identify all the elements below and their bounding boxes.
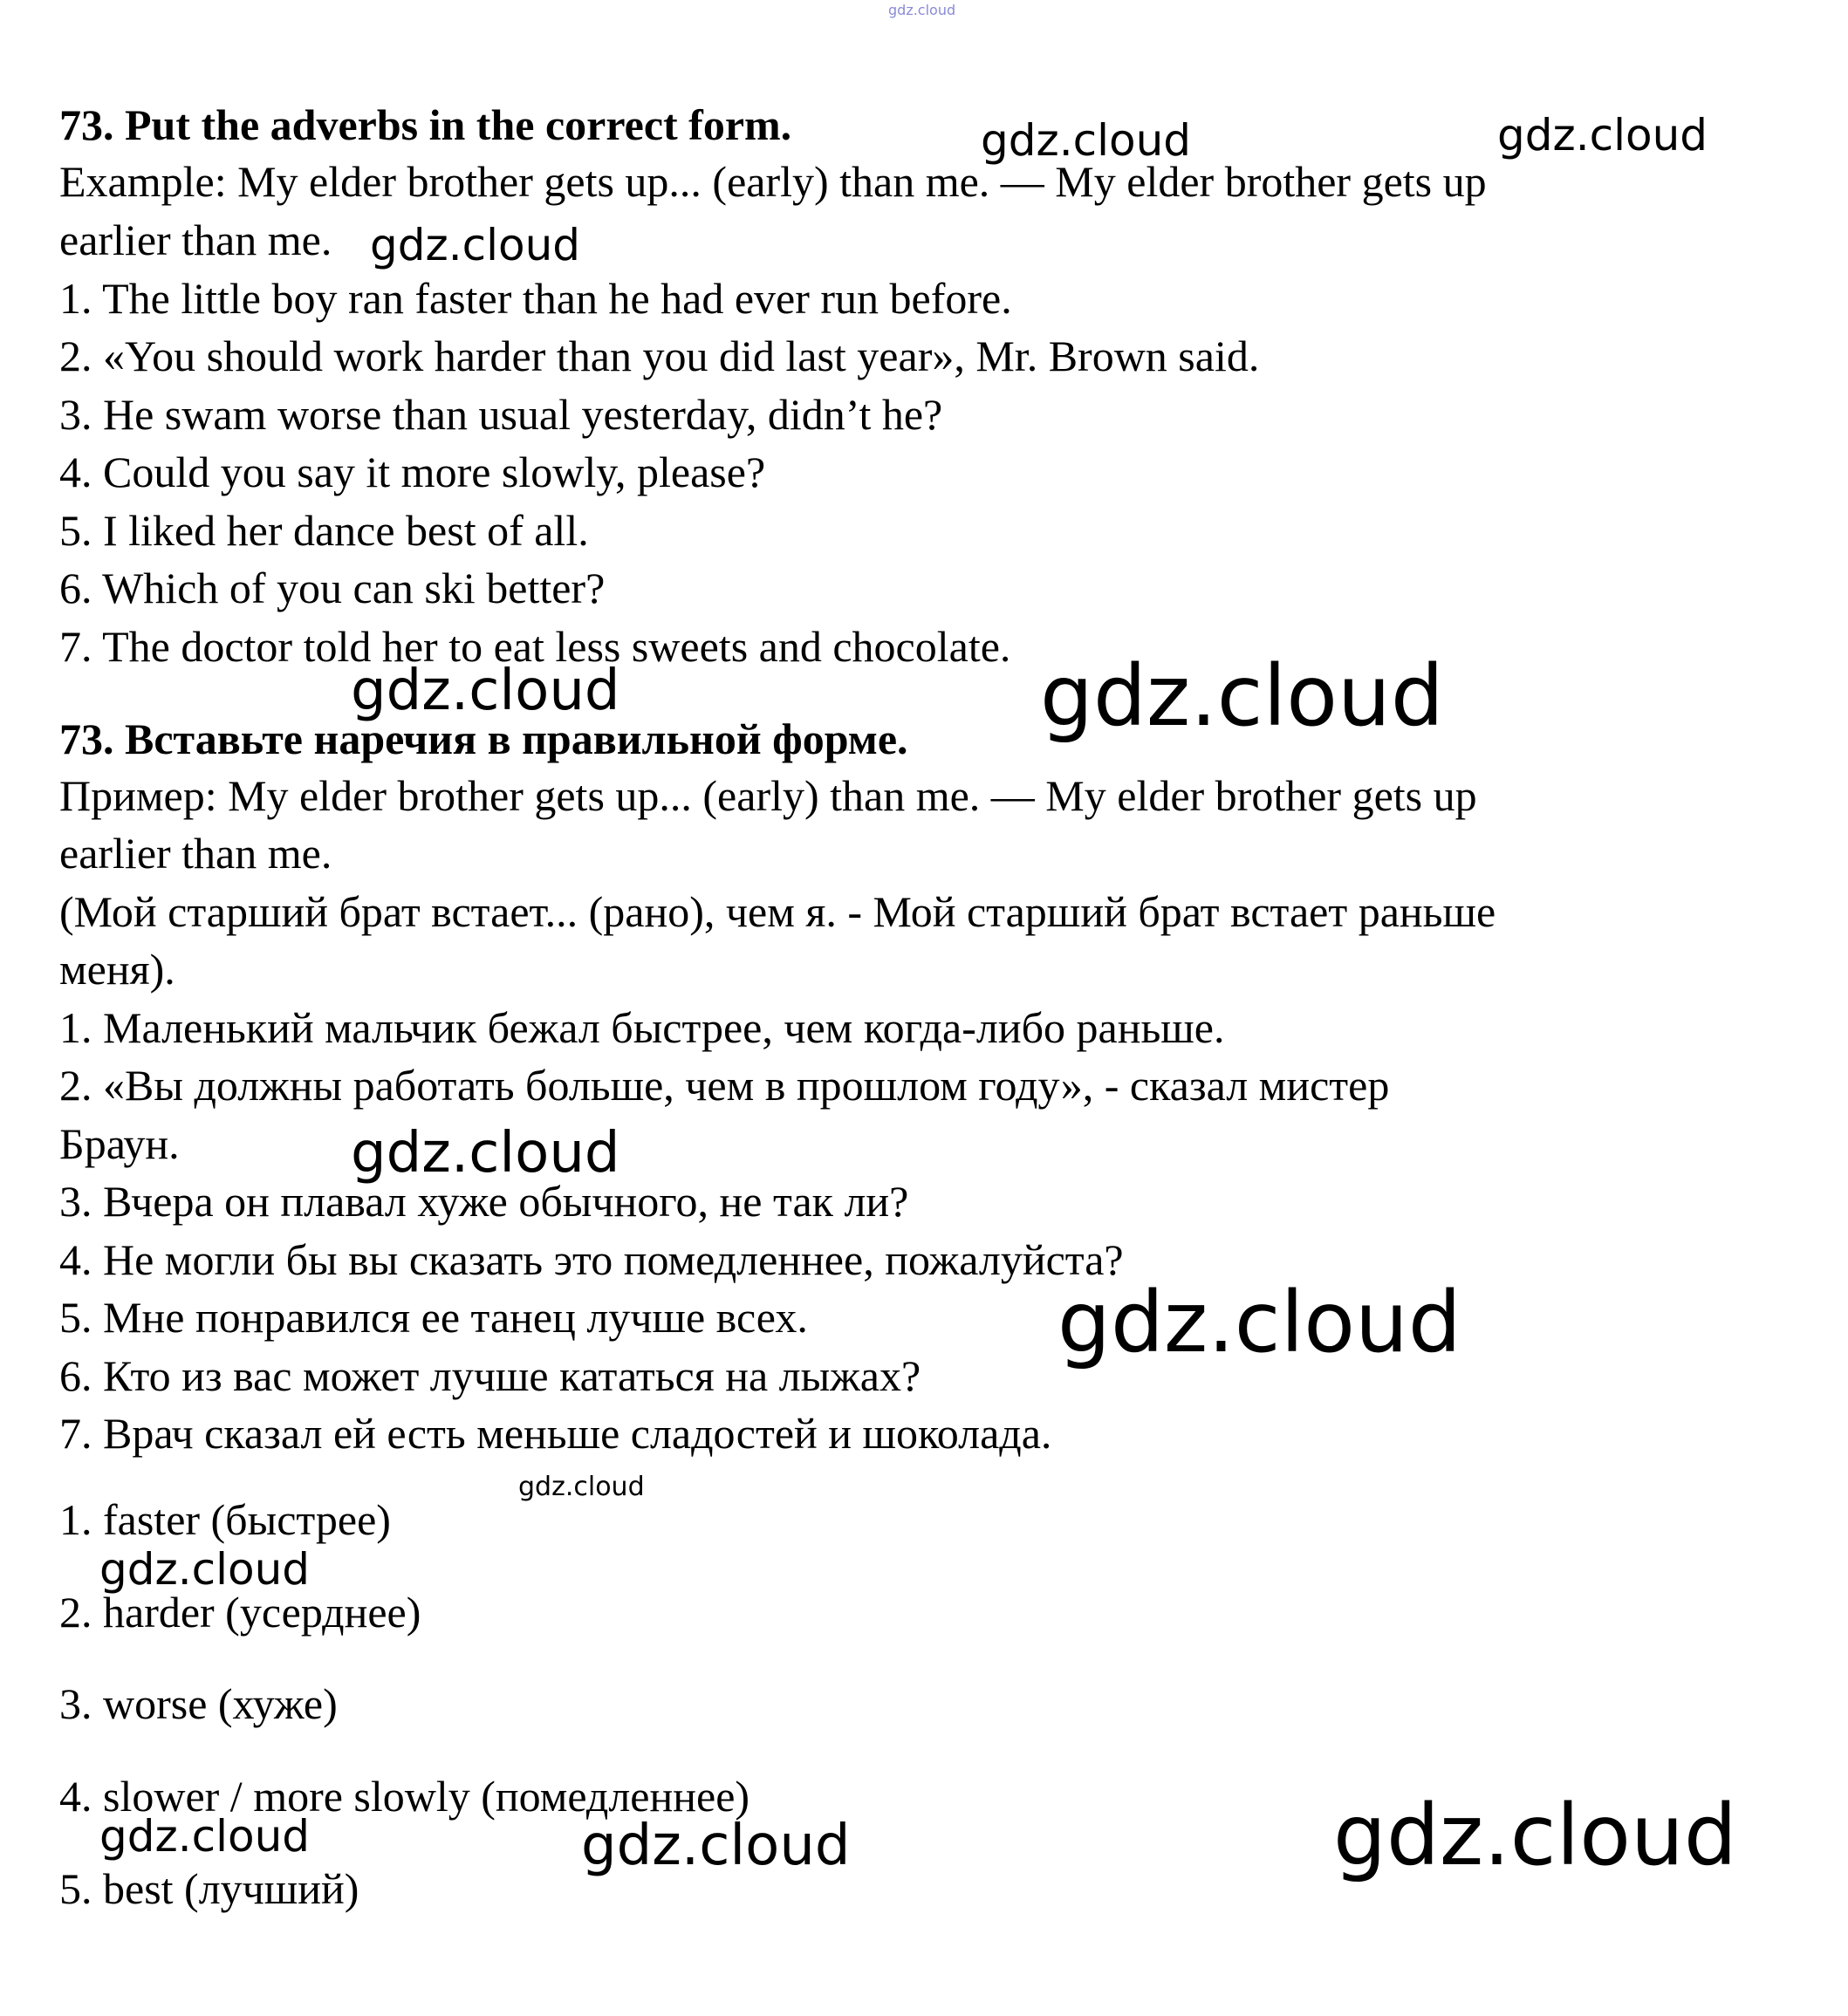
watermark: gdz.cloud [981,115,1192,166]
answer-1: 1. faster (быстрее) [59,1495,391,1544]
watermark: gdz.cloud [351,659,620,723]
watermark: gdz.cloud [99,1811,311,1862]
english-item-6: 6. Which of you can ski better? [59,564,606,612]
answer-3: 3. worse (хуже) [59,1679,338,1728]
russian-example-line-2: earlier than me. [59,829,332,878]
russian-translation-line-1: (Мой старший брат встает... (рано), чем я. - Мой старший брат встает раньше [59,887,1496,936]
watermark: gdz.cloud [1040,647,1444,745]
russian-example-line-1: Пример: My elder brother gets up... (early) than me. — My elder brother gets up [59,771,1477,820]
english-item-1: 1. The little boy ran faster than he had ever run before. [59,274,1012,323]
watermark: gdz.cloud [99,1544,311,1595]
watermark: gdz.cloud [1057,1274,1461,1371]
watermark: gdz.cloud [518,1472,645,1502]
english-example-line-2: earlier than me. [59,215,332,264]
watermark: gdz.cloud [1333,1787,1737,1884]
english-item-3: 3. He swam worse than usual yesterday, didn’t he? [59,390,943,439]
watermark: gdz.cloud [351,1121,620,1186]
russian-item-7: 7. Врач сказал ей есть меньше сладостей и шоколада. [59,1409,1052,1458]
answer-2: 2. harder (усерднее) [59,1588,421,1637]
english-example-line-1: Example: My elder brother gets up... (early) than me. — My elder brother gets up [59,157,1487,206]
english-item-5: 5. I liked her dance best of all. [59,506,589,555]
russian-item-2: 2. «Вы должны работать больше, чем в прошлом году», - сказал мистер [59,1061,1390,1110]
answer-5: 5. best (лучший) [59,1864,359,1913]
watermark: gdz.cloud [581,1814,851,1878]
watermark: gdz.cloud [1497,110,1708,161]
russian-translation-line-2: меня). [59,945,175,994]
russian-item-3: 3. Вчера он плавал хуже обычного, не так ли? [59,1177,909,1226]
russian-item-6: 6. Кто из вас может лучше кататься на лыжах? [59,1351,921,1400]
watermark-top: gdz.cloud [888,2,956,18]
russian-item-1: 1. Маленький мальчик бежал быстрее, чем когда-либо раньше. [59,1003,1225,1052]
russian-heading: 73. Вставьте наречия в правильной форме. [59,714,908,763]
russian-item-5: 5. Мне понравился ее танец лучше всех. [59,1293,808,1342]
russian-item-4: 4. Не могли бы вы сказать это помедленнее, пожалуйста? [59,1235,1124,1284]
english-item-2: 2. «You should work harder than you did last year», Mr. Brown said. [59,331,1260,380]
russian-item-2-continued: Браун. [59,1119,180,1168]
english-item-7: 7. The doctor told her to eat less sweets and chocolate. [59,622,1011,671]
english-item-4: 4. Could you say it more slowly, please? [59,448,766,496]
watermark: gdz.cloud [370,220,581,270]
english-heading: 73. Put the adverbs in the correct form. [59,100,792,149]
answer-4: 4. slower / more slowly (помедленнее) [59,1772,750,1821]
